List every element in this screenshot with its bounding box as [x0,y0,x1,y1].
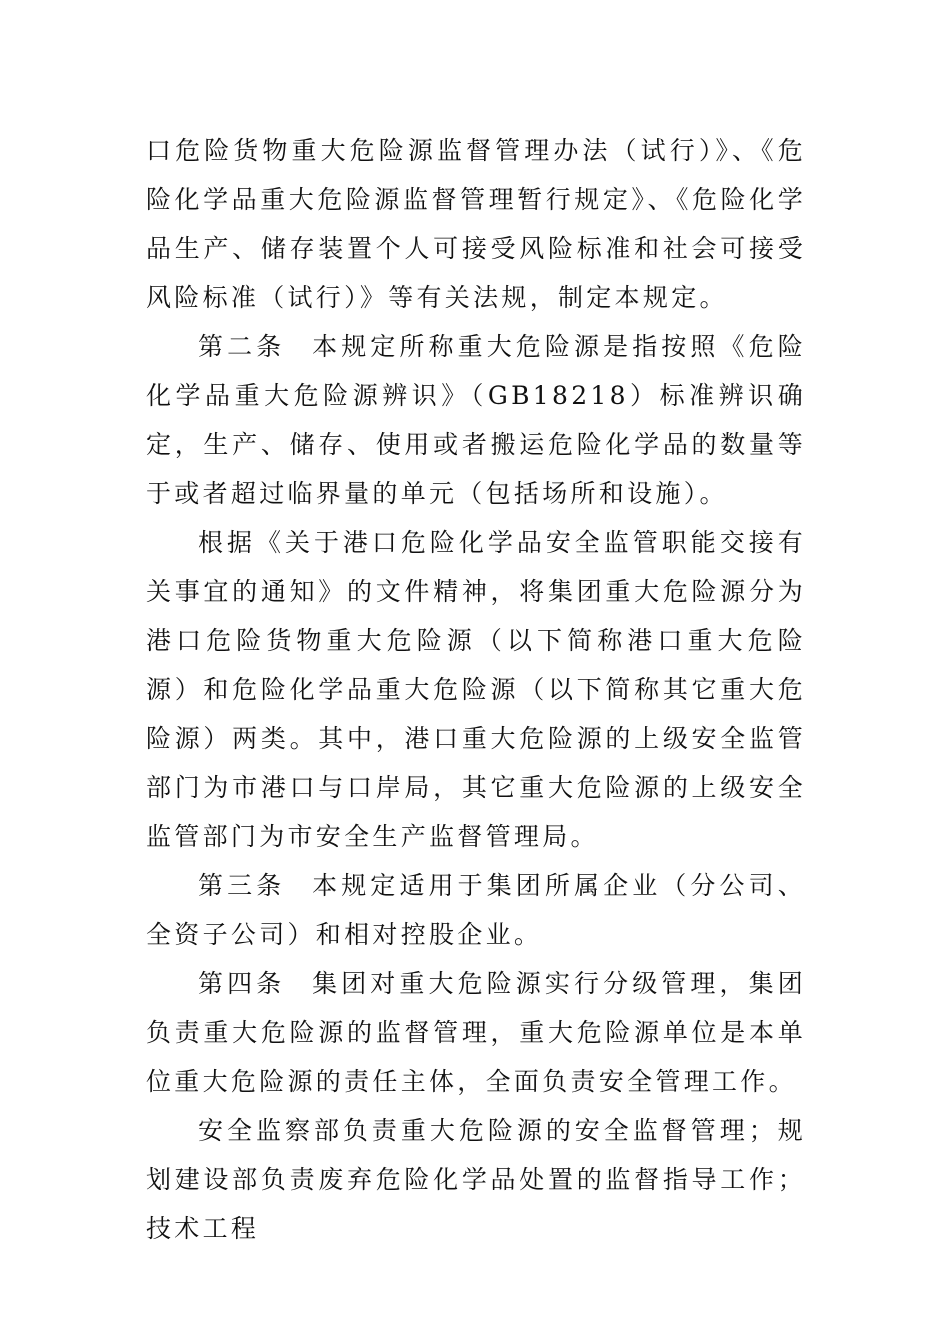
paragraph-departments [146,1106,806,1253]
paragraph-text: 口危险货物重大危险源监督管理办法（试行）》、《危险化学品重大危险源监督管理暂行规定》、《危险化学品生产、储存装置个人可接受风险标准和社会可接受风险标准（试行）》等有关法规，制定本规定。 [146,136,806,312]
paragraph-classification [146,518,806,861]
paragraph-text: 本规定所称重大危险源是指按照《危险化学品重大危险源辨识》（GB18218）标准辨识确定，生产、储存、使用或者搬运危险化学品的数量等于或者超过临界量的单元（包括场所和设施）。 [146,332,807,508]
paragraph-article-3 [146,861,806,959]
paragraph-text: 根据《关于港口危险化学品安全监管职能交接有关事宜的通知》的文件精神，将集团重大危险源分为港口危险货物重大危险源（以下简称港口重大危险源）和危险化学品重大危险源（以下简称其它重大危险源）两类。其中，港口重大危险源的上级安全监管部门为市港口与口岸局，其它重大危险源的上级安全监管部门为市安全生产监督管理局。 [146,528,806,851]
paragraph-text: 本规定适用于集团所属企业（分公司、全资子公司）和相对控股企业。 [146,871,807,949]
paragraph-regulation-basis [146,126,806,322]
paragraph-article-4 [146,959,806,1106]
paragraph-text: 安全监察部负责重大危险源的安全监督管理；规划建设部负责废弃危险化学品处置的监督指导工作；技术工程 [146,1116,806,1243]
article-number: 第四条 [198,969,286,998]
paragraph-text: 集团对重大危险源实行分级管理，集团负责重大危险源的监督管理，重大危险源单位是本单位重大危险源的责任主体，全面负责安全管理工作。 [146,969,807,1096]
document-body [146,126,806,1253]
article-number: 第三条 [198,871,286,900]
paragraph-article-2 [146,322,806,518]
article-number: 第二条 [198,332,286,361]
